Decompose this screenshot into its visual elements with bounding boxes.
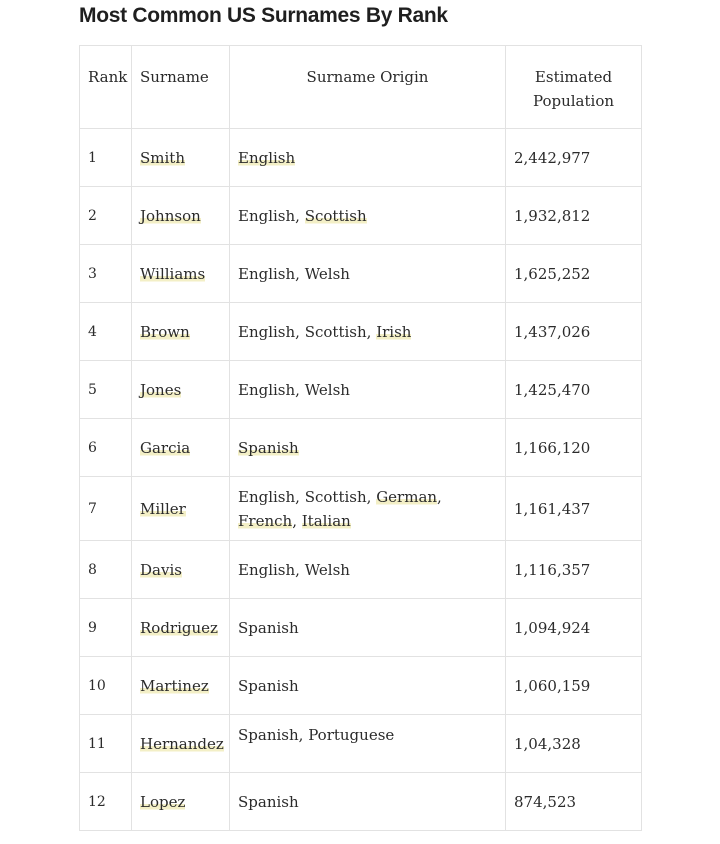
origin-cell (230, 129, 506, 187)
page-title: Most Common US Surnames By Rank (79, 4, 448, 27)
origin-tag: Welsh (304, 264, 350, 283)
surname-text: Johnson (140, 206, 201, 225)
origin-tag: Scottish (304, 487, 367, 506)
table-row (80, 187, 642, 245)
table-row (80, 541, 642, 599)
table-row (80, 129, 642, 187)
origin-tag: Welsh (304, 380, 350, 399)
surname-text: Lopez (140, 792, 186, 811)
origin-tag: Portuguese (308, 726, 395, 744)
origin-cell: English, Scottish, Irish (230, 303, 506, 361)
origin-tag: English (238, 380, 296, 399)
table-row (80, 245, 642, 303)
table-row (80, 303, 642, 361)
origin-tag: French (238, 511, 293, 530)
surname-cell (132, 477, 230, 541)
surname-cell (132, 657, 230, 715)
rank-cell: 6 (80, 419, 132, 477)
origin-tag: English (238, 322, 296, 341)
surname-cell (132, 599, 230, 657)
origin-tag: Spanish (238, 792, 299, 811)
origin-tag: Welsh (304, 560, 350, 579)
rank-cell: 4 (80, 303, 132, 361)
surname-text: Jones (140, 380, 182, 399)
table-body (80, 129, 642, 831)
population-cell: 1,166,120 (506, 419, 642, 477)
origin-tag: Spanish (238, 618, 299, 637)
origin-cell: English, Scottish (230, 187, 506, 245)
surname-cell (132, 773, 230, 831)
table-row (80, 419, 642, 477)
surname-text: Hernandez (140, 734, 224, 753)
origin-tag: Scottish (304, 322, 367, 341)
origin-tag: Scottish (304, 206, 367, 225)
origin-cell (230, 599, 506, 657)
table-header-row (80, 46, 642, 129)
surname-text: Martinez (140, 676, 209, 695)
surname-text: Garcia (140, 438, 191, 457)
surname-cell (132, 419, 230, 477)
population-cell: 1,625,252 (506, 245, 642, 303)
rank-cell: 3 (80, 245, 132, 303)
population-cell: 1,04,328 (506, 715, 642, 773)
surname-text: Brown (140, 322, 190, 341)
origin-tag: English (238, 560, 296, 579)
table-row (80, 477, 642, 541)
table-row (80, 773, 642, 831)
origin-tag: Spanish (238, 676, 299, 695)
surname-text: Davis (140, 560, 182, 579)
header-surname: Surname (132, 46, 230, 129)
surname-cell (132, 715, 230, 773)
table-row (80, 599, 642, 657)
surname-text: Smith (140, 148, 185, 167)
rank-cell: 12 (80, 773, 132, 831)
population-cell: 1,094,924 (506, 599, 642, 657)
table-row (80, 657, 642, 715)
population-cell: 1,932,812 (506, 187, 642, 245)
surname-text: Rodriguez (140, 618, 218, 637)
rank-cell: 10 (80, 657, 132, 715)
rank-cell: 11 (80, 715, 132, 773)
origin-cell: English, Welsh (230, 541, 506, 599)
origin-cell (230, 657, 506, 715)
population-cell: 1,437,026 (506, 303, 642, 361)
origin-tag: Spanish (238, 726, 299, 744)
origin-tag: English (238, 206, 296, 225)
population-cell: 1,425,470 (506, 361, 642, 419)
origin-cell: Spanish, Portuguese (230, 715, 506, 773)
surname-cell (132, 303, 230, 361)
population-cell: 1,116,357 (506, 541, 642, 599)
population-cell: 2,442,977 (506, 129, 642, 187)
rank-cell: 7 (80, 477, 132, 541)
origin-cell: English, Welsh (230, 245, 506, 303)
surname-cell (132, 129, 230, 187)
origin-cell (230, 419, 506, 477)
origin-cell: English, Scottish, German, French, Italian (230, 477, 506, 541)
header-surname-origin: Surname Origin (230, 46, 506, 129)
surnames-table (79, 45, 642, 831)
origin-tag: Spanish (238, 438, 299, 457)
rank-cell: 1 (80, 129, 132, 187)
rank-cell: 8 (80, 541, 132, 599)
surname-cell (132, 187, 230, 245)
table-row (80, 715, 642, 773)
surname-text: Williams (140, 264, 206, 283)
rank-cell: 9 (80, 599, 132, 657)
origin-cell (230, 773, 506, 831)
origin-tag: Irish (376, 322, 412, 341)
header-estimated-population: Estimated Population (506, 46, 642, 129)
surname-cell (132, 541, 230, 599)
rank-cell: 2 (80, 187, 132, 245)
origin-tag: English (238, 148, 296, 167)
population-cell: 874,523 (506, 773, 642, 831)
origin-tag: English (238, 264, 296, 283)
surname-cell (132, 361, 230, 419)
origin-tag: English (238, 487, 296, 506)
origin-tag: Italian (301, 511, 351, 530)
surname-cell (132, 245, 230, 303)
table-row (80, 361, 642, 419)
origin-cell: English, Welsh (230, 361, 506, 419)
origin-tag: German (376, 487, 438, 506)
population-cell: 1,060,159 (506, 657, 642, 715)
header-rank: Rank (80, 46, 132, 129)
population-cell: 1,161,437 (506, 477, 642, 541)
rank-cell: 5 (80, 361, 132, 419)
surname-text: Miller (140, 499, 186, 518)
